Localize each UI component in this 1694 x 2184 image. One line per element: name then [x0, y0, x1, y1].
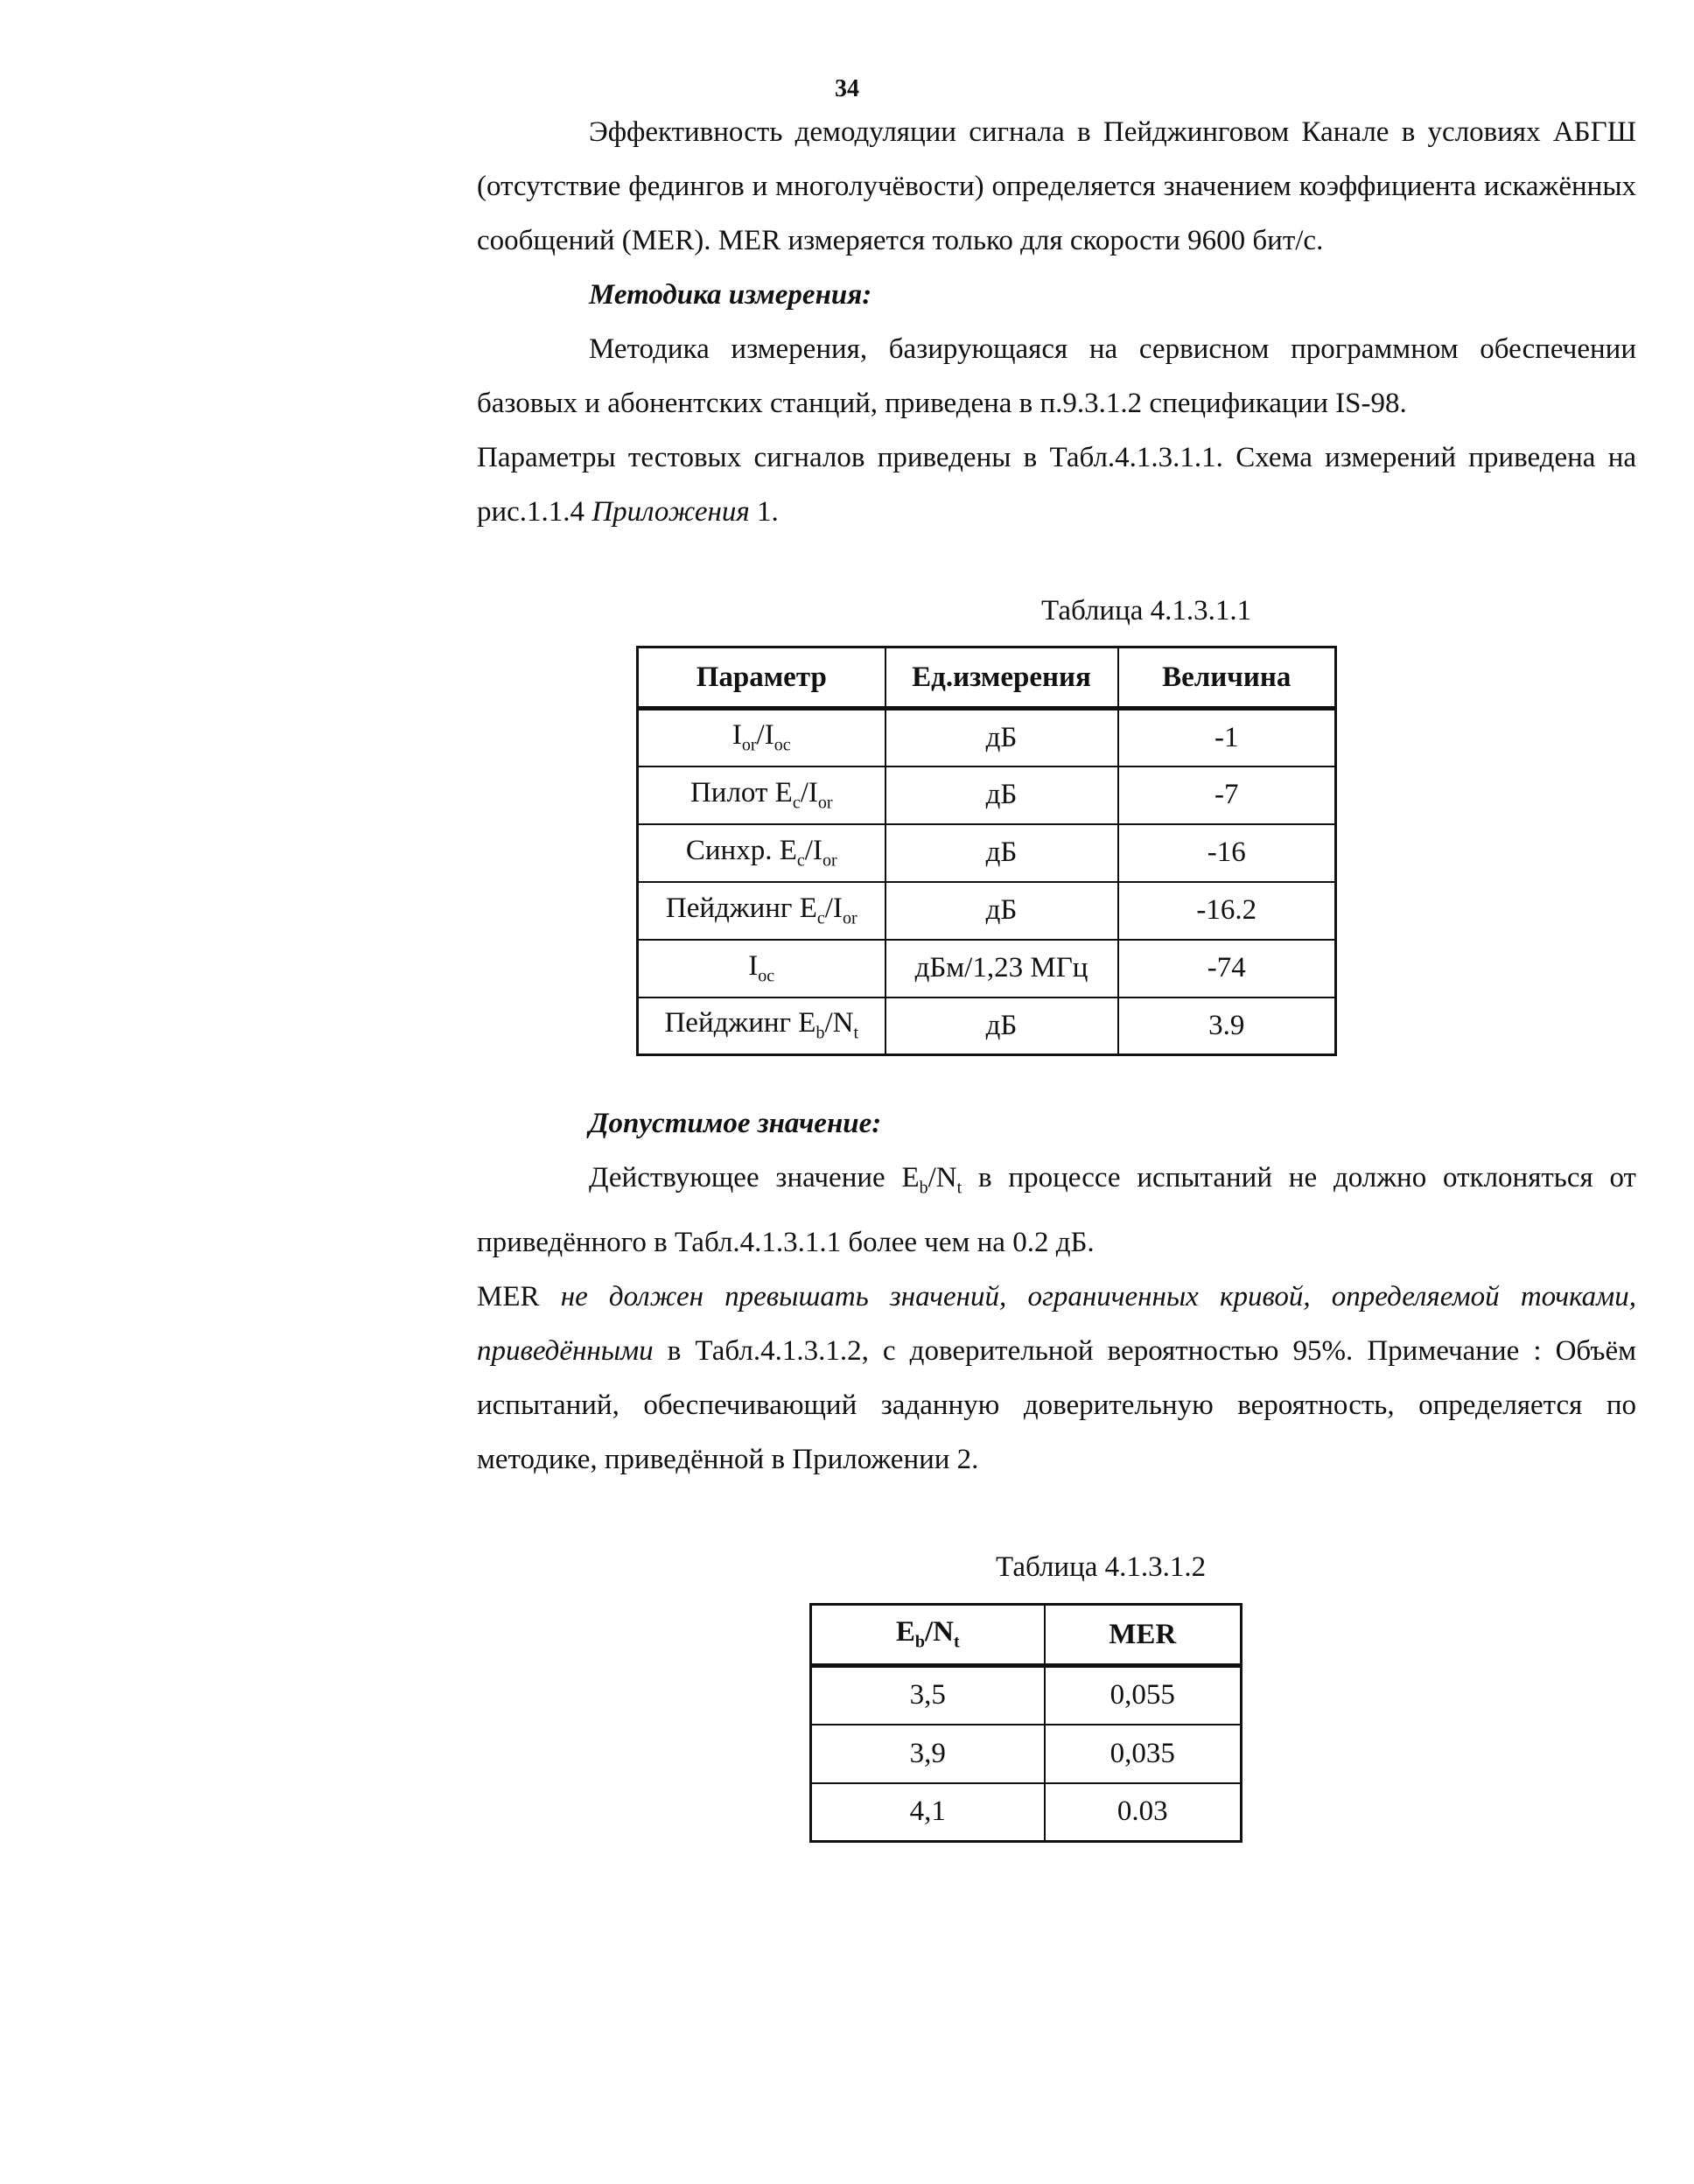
table-row [638, 882, 1336, 940]
method-heading: Методика измерения: [589, 279, 872, 311]
table1-caption: Таблица 4.1.3.1.1 [1041, 595, 1252, 626]
table1-cell-param: Пейджинг $E_c/I_{or}$ [638, 882, 886, 940]
table-row [638, 766, 1336, 824]
table1-cell-value: -7 [1118, 766, 1336, 824]
table2-cell-ebnt: 3,9 [811, 1725, 1045, 1783]
allowed-paragraph-1: Действующее значение $E_b/N_t$ в процессе испытаний не должно отклоняться от приведённого в Табл.4.1.3.1.1 более чем на 0.2 дБ. [477, 1162, 1636, 1258]
table2-caption: Таблица 4.1.3.1.2 [996, 1551, 1207, 1583]
table2-cell-mer: 0,055 [1045, 1666, 1242, 1725]
table2-cell-ebnt: 3,5 [811, 1666, 1045, 1725]
table-row [638, 709, 1336, 766]
mer-italic-text: не должен превышать значений, ограниченных кривой, определяемой точками, приведёнными [477, 1280, 1636, 1367]
table1-cell-value: -16.2 [1118, 882, 1336, 940]
table1-cell-value: -74 [1118, 940, 1336, 998]
table2 [809, 1603, 1242, 1843]
table1-header-param: Параметр [638, 648, 886, 709]
page-number: 34 [835, 75, 859, 102]
params-paragraph [477, 430, 1636, 539]
table1-cell-param: $I_{or}/I_{oc}$ [638, 709, 886, 766]
table1-cell-unit: дБ [886, 824, 1118, 882]
table1-cell-param: Синхр. $E_c/I_{or}$ [638, 824, 886, 882]
params-link: Приложения [592, 496, 750, 528]
table2-cell-ebnt: 4,1 [811, 1783, 1045, 1842]
table1-header-value: Величина [1118, 648, 1336, 709]
table-row [811, 1725, 1242, 1783]
table1-cell-param: Пилот $E_c/I_{or}$ [638, 766, 886, 824]
allowed-block [477, 1096, 1636, 1487]
table2-header-ebnt: $E_b/N_t$ [811, 1605, 1045, 1666]
table1-cell-param: $I_{oc}$ [638, 940, 886, 998]
allowed-heading: Допустимое значение: [589, 1108, 882, 1139]
table-row [811, 1783, 1242, 1842]
table1-cell-unit: дБ [886, 766, 1118, 824]
params-tail: 1. [749, 496, 779, 528]
mer-rest-text: в Табл.4.1.3.1.2, с доверительной вероятностью 95%. Примечание : Объём испытаний, обеспечивающий заданную доверительную вероятность, определяется по методике, приведённой в Приложении 2. [477, 1334, 1636, 1475]
table1-cell-unit: дБ [886, 709, 1118, 766]
intro-paragraph: Эффективность демодуляции сигнала в Пейджинговом Канале в условиях АБГШ (отсутствие федингов и многолучёвости) определяется значением коэффициента искажённых сообщений (MER). MER измеряется только для скорости 9600 бит/с. [477, 116, 1636, 256]
table1-cell-unit: дБм/1,23 МГц [886, 940, 1118, 998]
table1-cell-value: -16 [1118, 824, 1336, 882]
allowed-paragraph-2 [477, 1270, 1636, 1487]
intro-block [477, 105, 1636, 539]
table1-cell-value: -1 [1118, 709, 1336, 766]
mer-label: MER [477, 1280, 540, 1312]
table1 [636, 646, 1337, 1056]
table2-cell-mer: 0,035 [1045, 1725, 1242, 1783]
table1-cell-value: 3.9 [1118, 998, 1336, 1055]
table-row [638, 824, 1336, 882]
table2-cell-mer: 0.03 [1045, 1783, 1242, 1842]
table-row [811, 1666, 1242, 1725]
table2-header-mer: MER [1045, 1605, 1242, 1666]
table1-cell-unit: дБ [886, 882, 1118, 940]
method-paragraph: Методика измерения, базирующаяся на сервисном программном обеспечении базовых и абонентских станций, приведена в п.9.3.1.2 спецификации IS-98. [477, 333, 1636, 419]
table1-cell-param: Пейджинг $E_b/N_t$ [638, 998, 886, 1055]
table1-cell-unit: дБ [886, 998, 1118, 1055]
table-row [638, 998, 1336, 1055]
table-row [638, 940, 1336, 998]
table1-header-unit: Ед.измерения [886, 648, 1118, 709]
params-text: Параметры тестовых сигналов приведены в Табл.4.1.3.1.1. Схема измерений приведена на рис.1.1.4 [477, 442, 1636, 528]
